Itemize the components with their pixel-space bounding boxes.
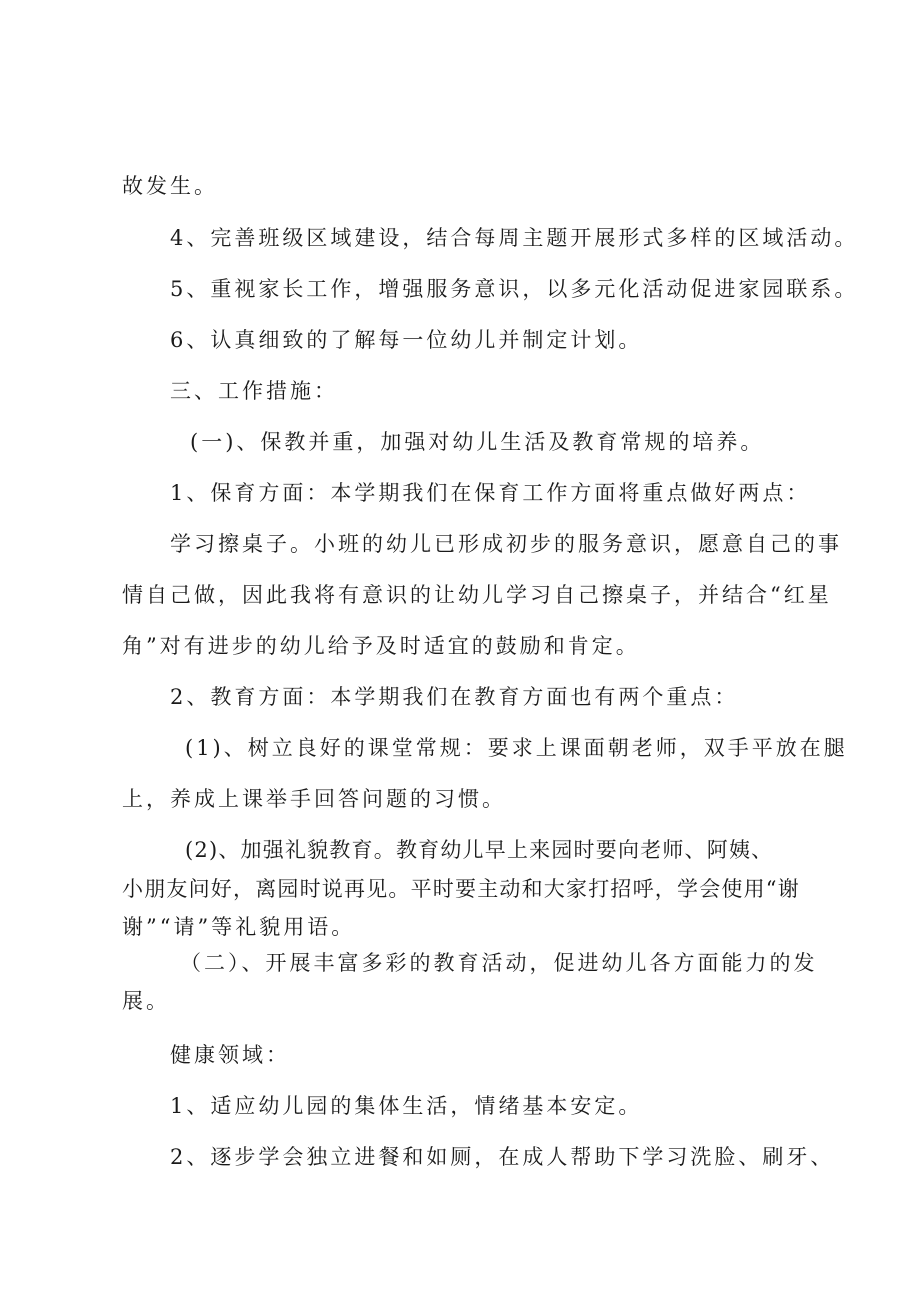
text-line-18: 展。 bbox=[122, 989, 170, 1013]
text-line-11: 2、教育方面：本学期我们在教育方面也有两个重点： bbox=[170, 685, 739, 709]
text-line-13: 上，养成上课举手回答问题的习惯。 bbox=[122, 787, 506, 811]
text-line-15: 小朋友问好，离园时说再见。平时要主动和大家打招呼，学会使用“谢 bbox=[122, 877, 800, 901]
subsection-heading-2: （二）、开展丰富多彩的教育活动，促进幼儿各方面能力的发 bbox=[180, 951, 818, 975]
text-line-12: (1)、树立良好的课堂常规：要求上课面朝老师，双手平放在腿 bbox=[185, 736, 848, 760]
text-line-10: 角”对有进步的幼儿给予及时适宜的鼓励和肯定。 bbox=[122, 634, 640, 658]
section-heading-3: 三、工作措施： bbox=[170, 379, 338, 403]
text-line-2: 4、完善班级区域建设，结合每周主题开展形式多样的区域活动。 bbox=[170, 226, 859, 250]
text-line-3: 5、重视家长工作，增强服务意识，以多元化活动促进家园联系。 bbox=[170, 277, 859, 301]
text-line-14: (2)、加强礼貌教育。教育幼儿早上来园时要向老师、阿姨、 bbox=[185, 838, 774, 862]
text-line-1: 故发生。 bbox=[122, 174, 218, 198]
text-line-9: 情自己做，因此我将有意识的让幼儿学习自己擦桌子，并结合“红星 bbox=[122, 583, 832, 607]
text-line-16: 谢”“请”等礼貌用语。 bbox=[122, 915, 356, 939]
text-line-8: 学习擦桌子。小班的幼儿已形成初步的服务意识，愿意自己的事 bbox=[170, 532, 842, 556]
health-domain-heading: 健康领域： bbox=[170, 1043, 290, 1067]
text-line-20: 1、适应幼儿园的集体生活，情绪基本安定。 bbox=[170, 1094, 643, 1118]
text-line-4: 6、认真细致的了解每一位幼儿并制定计划。 bbox=[170, 328, 643, 352]
subsection-heading-1: (一)、保教并重，加强对幼儿生活及教育常规的培养。 bbox=[190, 430, 765, 454]
text-line-21: 2、逐步学会独立进餐和如厕，在成人帮助下学习洗脸、刷牙、 bbox=[170, 1145, 835, 1169]
text-line-7: 1、保育方面：本学期我们在保育工作方面将重点做好两点： bbox=[170, 481, 811, 505]
